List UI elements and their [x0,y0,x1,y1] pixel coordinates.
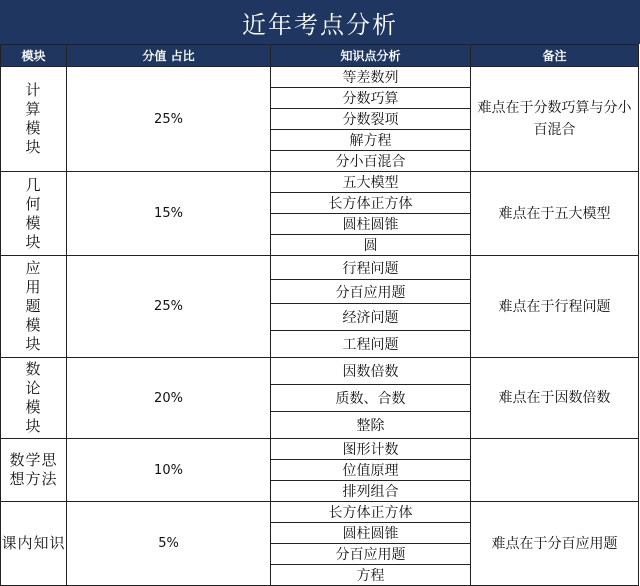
module-name: 数论模块 [1,358,67,439]
knowledge-point: 行程问题 [271,256,471,280]
table-row [1,67,639,88]
knowledge-point: 分数巧算 [271,88,471,109]
module-name: 几何模块 [1,172,67,256]
knowledge-point: 质数、合数 [271,385,471,412]
module-note: 难点在于分百应用题 [471,502,639,586]
knowledge-point: 圆柱圆锥 [271,523,471,544]
table-row [1,358,639,385]
knowledge-point: 整除 [271,412,471,439]
knowledge-point: 图形计数 [271,439,471,460]
knowledge-point: 分百应用题 [271,544,471,565]
module-note: 难点在于分数巧算与分小百混合 [471,67,639,172]
module-name: 计算模块 [1,67,67,172]
module-percent: 20% [67,358,271,439]
knowledge-point: 分百应用题 [271,280,471,304]
module-percent: 25% [67,67,271,172]
module-percent: 25% [67,256,271,358]
knowledge-point: 圆 [271,235,471,256]
knowledge-point: 五大模型 [271,172,471,193]
knowledge-point: 长方体正方体 [271,502,471,523]
table-row [1,256,639,280]
module-note: 难点在于因数倍数 [471,358,639,439]
module-percent: 15% [67,172,271,256]
exam-analysis-table [0,44,639,586]
knowledge-point: 圆柱圆锥 [271,214,471,235]
header-note: 备注 [471,45,639,67]
knowledge-point: 因数倍数 [271,358,471,385]
page-title: 近年考点分析 [0,0,640,44]
knowledge-point: 工程问题 [271,331,471,358]
module-note [471,439,639,502]
module-name: 应用题模块 [1,256,67,358]
module-name: 数学思想方法 [1,439,67,502]
module-note: 难点在于行程问题 [471,256,639,358]
knowledge-point: 方程 [271,565,471,586]
header-module: 模块 [1,45,67,67]
module-note: 难点在于五大模型 [471,172,639,256]
knowledge-point: 等差数列 [271,67,471,88]
knowledge-point: 排列组合 [271,481,471,502]
knowledge-point: 分小百混合 [271,151,471,172]
module-percent: 10% [67,439,271,502]
header-row [1,45,639,67]
module-name: 课内知识 [1,502,67,586]
table-row [1,439,639,460]
header-knowledge: 知识点分析 [271,45,471,67]
knowledge-point: 长方体正方体 [271,193,471,214]
knowledge-point: 解方程 [271,130,471,151]
table-row [1,502,639,523]
knowledge-point: 分数裂项 [271,109,471,130]
knowledge-point: 经济问题 [271,304,471,331]
table-row [1,172,639,193]
module-percent: 5% [67,502,271,586]
knowledge-point: 位值原理 [271,460,471,481]
header-score: 分值 占比 [67,45,271,67]
